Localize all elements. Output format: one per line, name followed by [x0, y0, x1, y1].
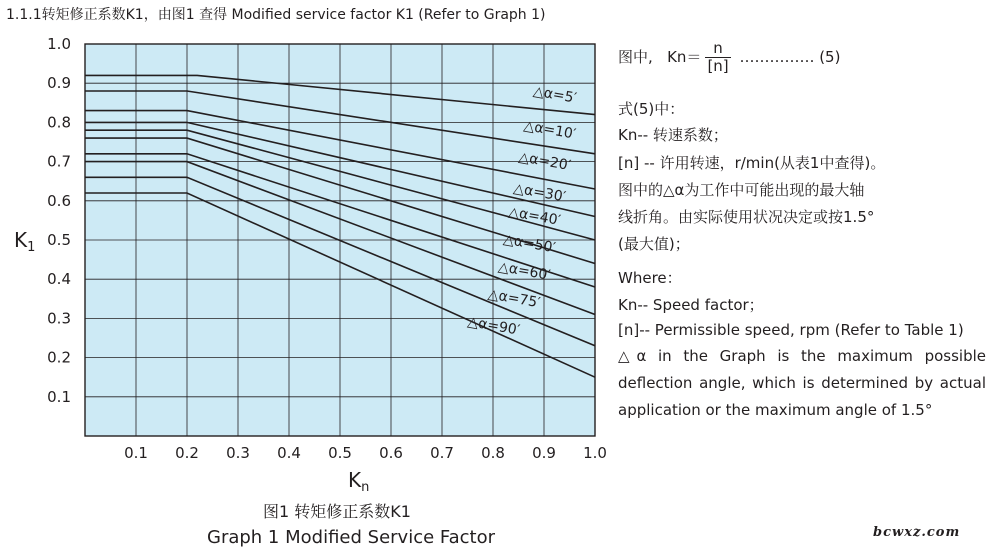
- explanation-line: 图中的△α为工作中可能出现的最大轴: [618, 181, 865, 199]
- explanation-line: [n] -- 许用转速，r/min(从表1中查得)。: [618, 154, 886, 172]
- y-axis-label: $K_1$: [14, 228, 36, 255]
- x-tick-label: 0.9: [532, 444, 556, 462]
- explanation-line: application or the maximum angle of 1.5°: [618, 401, 933, 419]
- curve-label: △α=90′: [466, 313, 522, 339]
- y-tick-label: 0.7: [47, 152, 71, 171]
- explanation-line: Where：: [618, 269, 682, 287]
- y-tick-label: 1.0: [47, 35, 71, 53]
- x-axis-label: $K_n$: [348, 468, 370, 495]
- x-tick-label: 0.1: [124, 444, 148, 462]
- curve-label: △α=75′: [486, 286, 542, 312]
- curve-label: △α=50′: [502, 231, 557, 257]
- x-tick-label: 0.5: [328, 444, 352, 462]
- watermark: bcwxz.com: [873, 525, 961, 540]
- y-tick-label: 0.6: [47, 191, 71, 210]
- figure-caption-english: Graph 1 Modified Service Factor: [207, 527, 495, 548]
- curve-label: △α=40′: [507, 204, 562, 229]
- y-tick-label: 0.4: [47, 270, 71, 289]
- y-tick-label: 0.5: [47, 231, 71, 249]
- explanation-line: [n]-- Permissible speed, rpm (Refer to Table 1): [618, 321, 964, 339]
- explanation-line: deflection angle, which is determined by actual: [618, 374, 986, 392]
- x-tick-label: 0.6: [379, 444, 403, 462]
- explanation-line: Kn-- 转速系数；: [618, 126, 728, 144]
- explanation-line: 线折角。由实际使用状况决定或按1.5°: [618, 208, 875, 226]
- formula-prefix: 图中,: [618, 48, 653, 66]
- y-tick-label: 0.3: [47, 309, 71, 328]
- x-tick-label: 0.8: [481, 444, 505, 462]
- curve-label: △α=60′: [496, 258, 552, 284]
- formula-line: [618, 40, 840, 75]
- figure-caption-chinese: 图1 转矩修正系数K1: [263, 502, 411, 521]
- x-tick-label: 0.2: [175, 444, 199, 462]
- x-tick-label: 0.4: [277, 444, 301, 462]
- x-tick-label: 0.3: [226, 444, 250, 462]
- explanation-line: (最大值)；: [618, 235, 690, 253]
- formula-numerator: n: [705, 40, 730, 58]
- formula-fraction: [705, 40, 730, 75]
- curve-label: △α=20′: [517, 149, 573, 175]
- section-heading: 1.1.1转矩修正系数K1，由图1 查得 Modified service factor K1 (Refer to Graph 1): [6, 7, 546, 23]
- curve-label: △α=30′: [512, 180, 567, 206]
- curve-label: △α=10′: [522, 117, 578, 143]
- curve-label: △α=5′: [531, 83, 578, 107]
- y-tick-label: 0.2: [47, 348, 71, 367]
- formula-suffix: …………… (5): [739, 48, 841, 66]
- formula-denominator: [n]: [707, 57, 729, 75]
- explanation-line: △α in the Graph is the maximum possible: [618, 347, 986, 365]
- explanation-line: Kn-- Speed factor；: [618, 296, 764, 314]
- y-tick-label: 0.9: [47, 74, 71, 93]
- y-tick-label: 0.1: [47, 387, 71, 406]
- y-tick-label: 0.8: [47, 113, 71, 132]
- explanation-line: 式(5)中：: [618, 100, 685, 118]
- x-tick-label: 0.7: [430, 444, 454, 462]
- formula-lhs: Kn＝: [667, 48, 702, 66]
- x-tick-label: 1.0: [583, 444, 607, 462]
